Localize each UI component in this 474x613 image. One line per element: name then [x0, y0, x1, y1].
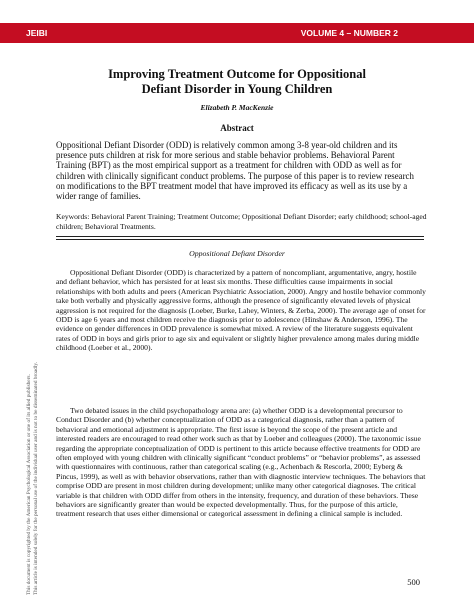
section-divider [56, 239, 424, 240]
abstract-text: Oppositional Defiant Disorder (ODD) is relatively common among 3-8 year-old children and its presence puts children at risk for more serious and stable behavior problems. Behavioral Parent Training (BPT) as the most empirical support as a treatment for children with ODD as well as for children with clinically significant conduct problems. The purpose of this paper is to review research on modifications to the BPT treatment model that have improved its efficacy as well as its use by a wider range of families. [56, 140, 414, 202]
page-number: 500 [407, 577, 420, 587]
abstract-heading: Abstract [220, 123, 254, 133]
body-paragraph [56, 406, 426, 519]
journal-header-bar [0, 23, 474, 43]
section-divider [56, 236, 424, 237]
copyright-notice [2, 185, 39, 595]
copyright-notice-line: This article is intended solely for the personal use of the individual user and is not to be disseminated broadly. [33, 362, 39, 595]
volume-number: VOLUME 4 – NUMBER 2 [300, 28, 398, 38]
article-title [40, 67, 434, 97]
article-author: Elizabeth P. MacKenzie [200, 103, 274, 112]
article-title-line: Defiant Disorder in Young Children [141, 82, 333, 96]
journal-name: JEIBI [26, 28, 48, 38]
article-title-line: Improving Treatment Outcome for Oppositional [108, 67, 366, 81]
section-title: Oppositional Defiant Disorder [189, 249, 285, 258]
keywords: Keywords: Behavioral Parent Training; Treatment Outcome; Oppositional Defiant Disorder; early childhood; school-aged children; Behavioral Treatments. [56, 212, 427, 231]
body-paragraph [56, 268, 426, 353]
copyright-notice-line: This document is copyrighted by the American Psychological Association or one of its allied publishers. [26, 374, 32, 595]
body-paragraph-text: Two debated issues in the child psychopathology arena are: (a) whether ODD is a developmental precursor to Conduct Disorder and (b) whether conceptualization of ODD as a categorical diagnosis, rather than a pattern of behavioral and emotional adjustment is appropriate. The first issue is beyond the scope of the present article and interested readers are encouraged to read other work such as that by Loeber and colleagues (2000). The taxonomic issue regarding the appropriate conceptualization of ODD is pertinent to this article because effective treatments for ODD are often employed with young children with clinically significant “conduct problems” or “behavior problems”, as assessed with questionnaires with continuous, rather than categorical scaling (e.g., Achenbach & Rescorla, 2000; Eyberg & Pincus, 1999), as well as with behavior observations, rather than with diagnostic interview techniques. The behaviors that comprise ODD are present in most children during development; unlike many other categorical diagnoses. The critical variable is that children with ODD differ from others in the intensity, frequency, and duration of these behaviors. These behaviors are significantly greater than would be expected developmentally. Thus, for the purpose of this article, treatment research that uses either dimensional or categorical assessment in defining a clinical sample is included. [56, 406, 426, 519]
body-paragraph-text: Oppositional Defiant Disorder (ODD) is characterized by a pattern of noncompliant, argumentative, angry, hostile and defiant behavior, which has persisted for at least six months. These difficulties cause impairments in social relationships with both adults and peers (American Psychiatric Association, 2000). Angry and hostile behavior commonly take both verbally and physically aggressive forms, although the presence of significantly elevated levels of physical aggression is not required for the diagnosis (Loeber, Burke, Lahey, Winters, & Zerba, 2000). The average age of onset for ODD is age 6 years and most children receive the diagnosis prior to adolescence (Hinshaw & Anderson, 1996). The evidence on gender differences in ODD prevalence is somewhat mixed. A review of the literature suggests equivalent rates of ODD in boys and girls prior to age six and equivalent or slightly higher prevalence among males during middle childhood (Loeber et al., 2000). [56, 268, 426, 353]
